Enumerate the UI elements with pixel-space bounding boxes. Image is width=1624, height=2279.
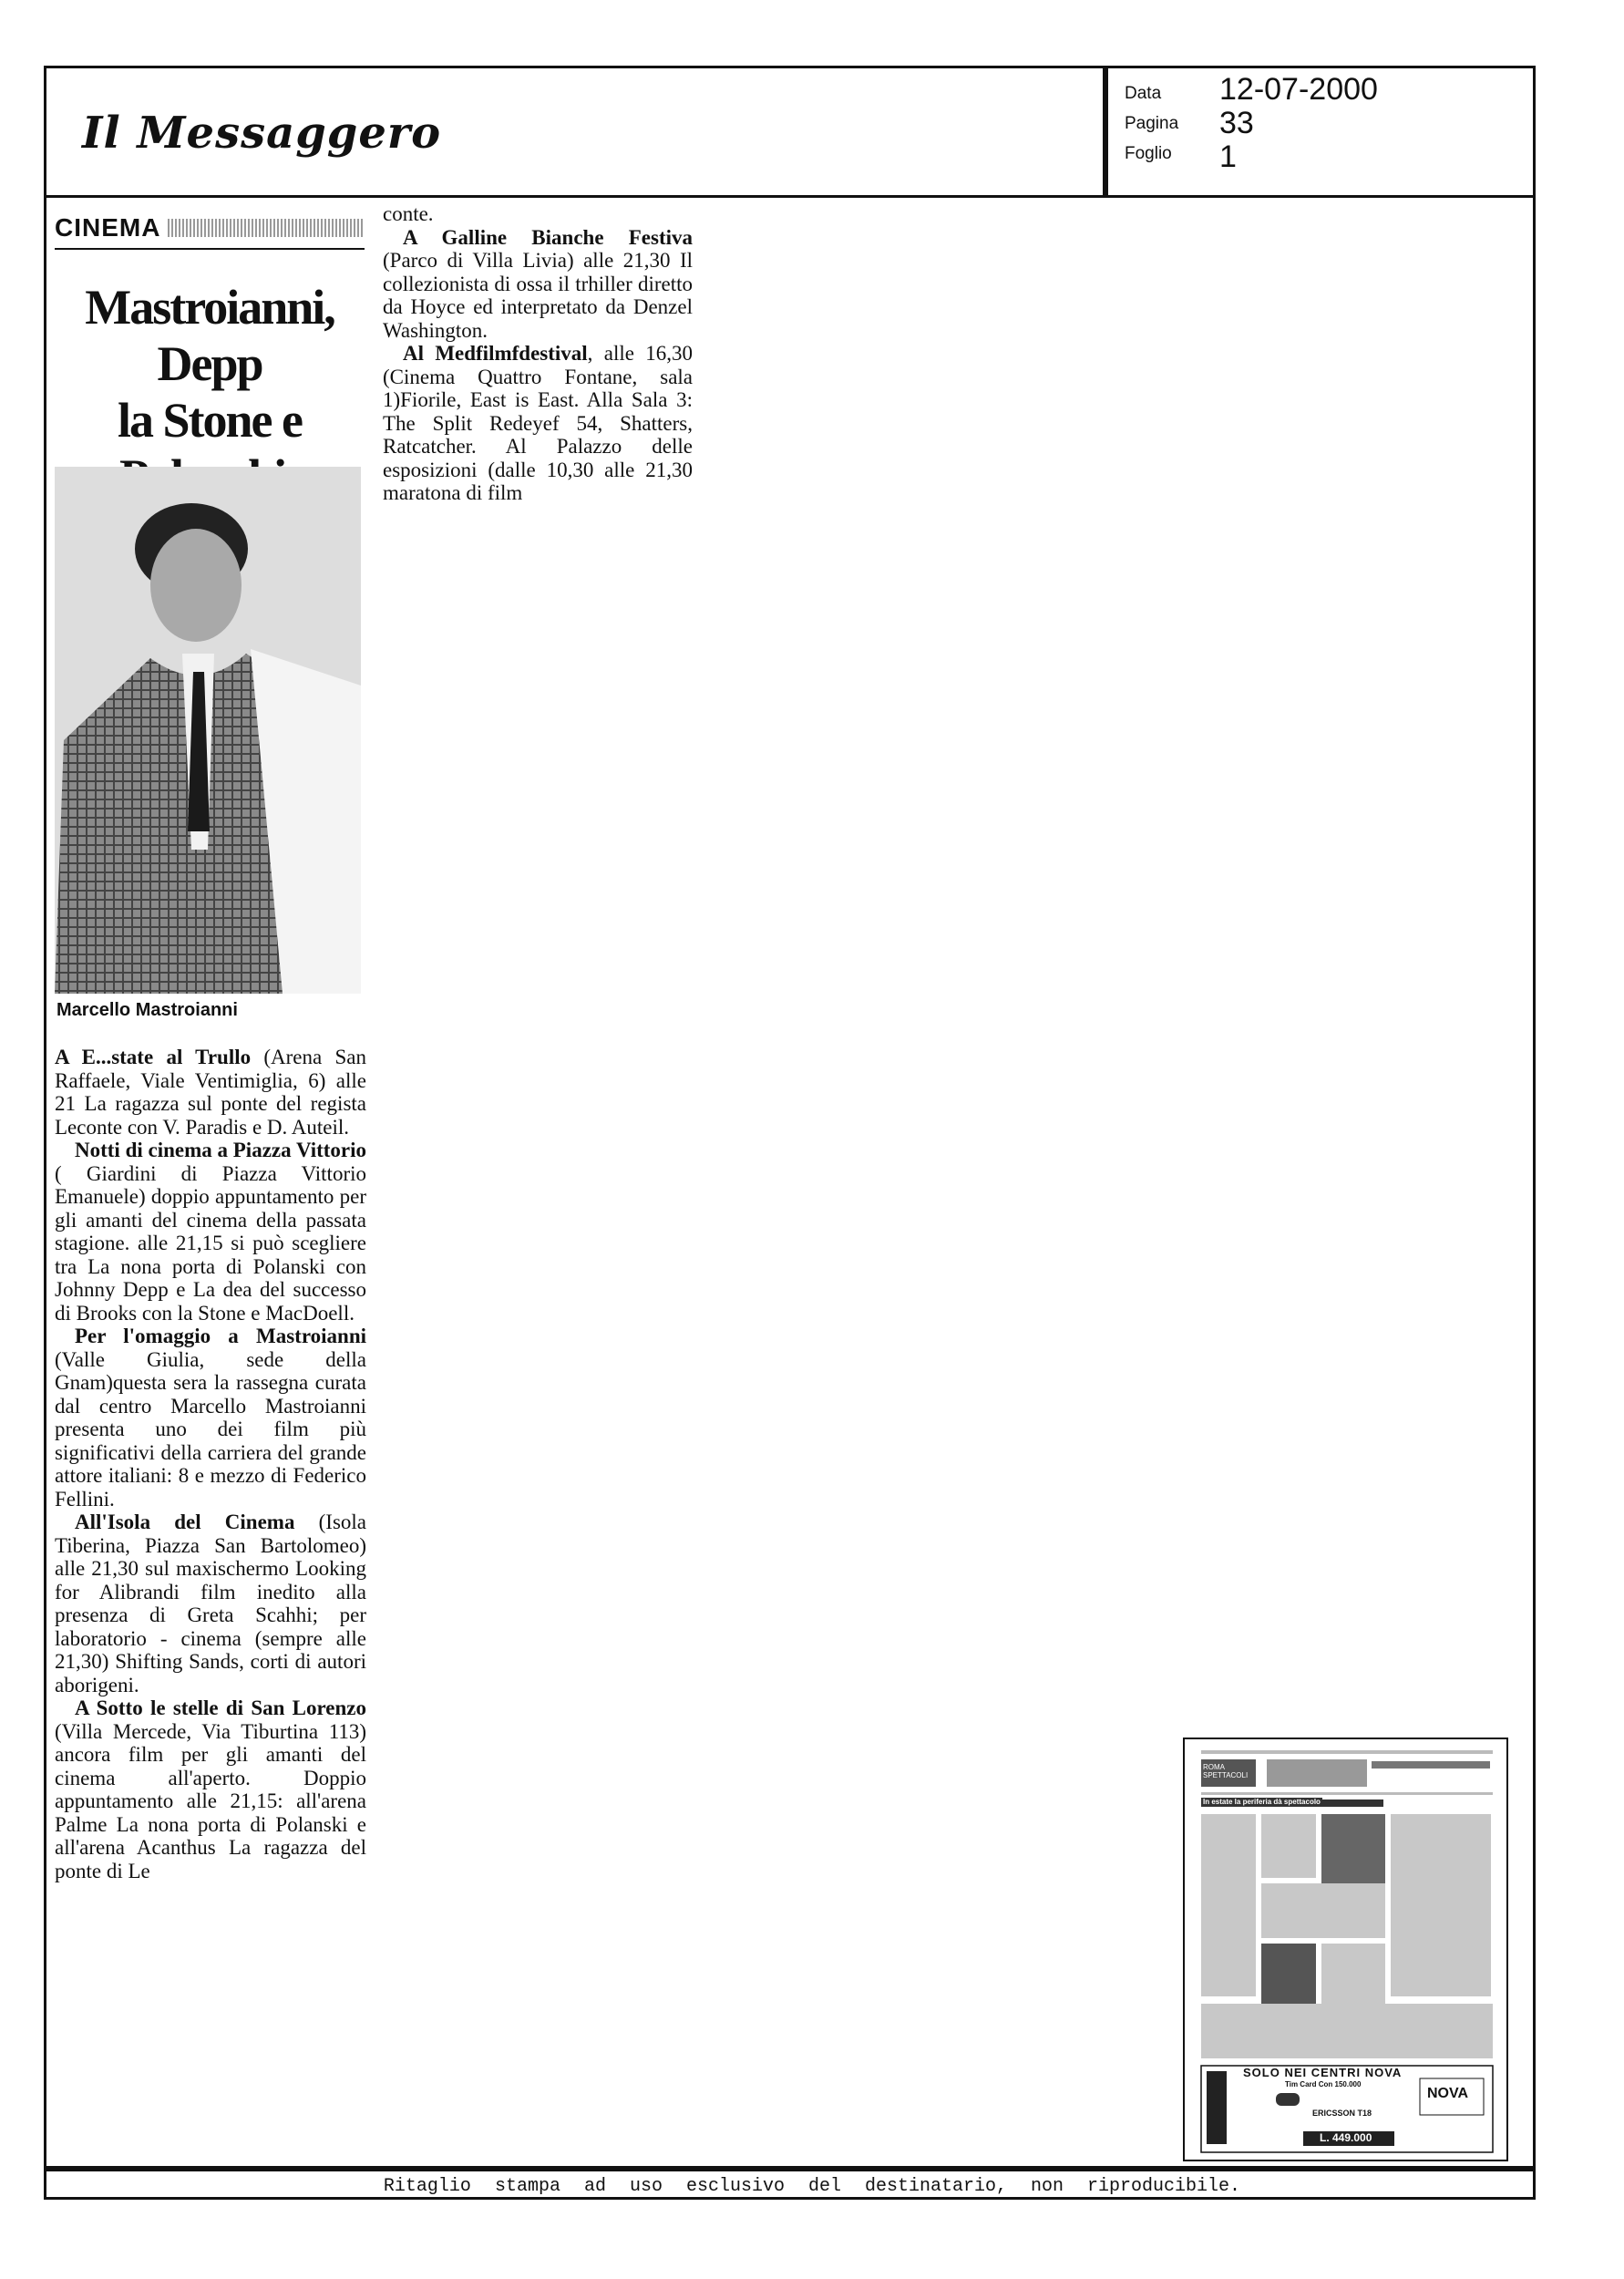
page-value: 33 [1219, 106, 1254, 140]
thumbnail-headline: In estate la periferia dà spettacolo [1203, 1798, 1321, 1806]
paragraph: conte. [383, 202, 434, 225]
copyright-disclaimer: Ritaglio stampa ad uso esclusivo del destinatario, non riproducibile. [383, 2176, 1241, 2197]
sheet-value: 1 [1219, 139, 1237, 174]
paragraph: All'Isola del Cinema (Isola Tiberina, Piazza San Bartolomeo) alle 21,30 sul maxischermo Looking for Alibrandi film inedito alla presenza di Greta Scahhi; per laboratorio - cinema (sempre alle 21,30) Shifting Sands, corti di autori aborigeni. [55, 1511, 367, 1696]
paragraph: Al Medfilmfdestival, alle 16,30 (Cinema Quattro Fontane, sala 1)Fiorile, East is East. Alla Sala 3: The Split Redeyef 54, Shatters, Ratcatcher. Al Palazzo delle esposizioni (dalle 10,30 alle 21,30 maratona di film [383, 342, 693, 504]
section-tag [55, 213, 365, 242]
headline-line: Mastroianni, Depp [85, 280, 334, 391]
portrait-photo [55, 467, 361, 994]
paragraph: A E...state al Trullo (Arena San Raffaele, Viale Ventimiglia, 6) alle 21 La ragazza sul ponte del regista Leconte con V. Paradis e D. Auteil. [55, 1046, 366, 1139]
section-rule [55, 248, 365, 250]
paragraph: A Galline Bianche Festiva (Parco di Villa Livia) alle 21,30 Il collezionista di ossa il trhiller diretto da Hoyce ed interpretato da Denzel Washington. [383, 225, 693, 342]
article-column-1 [55, 1046, 366, 1882]
headline-line: la Stone e [118, 393, 302, 448]
ad-price: L. 449.000 [1320, 2131, 1372, 2144]
photo-caption: Marcello Mastroianni [57, 1000, 238, 1020]
portrait-illustration [55, 467, 361, 994]
ad-title: SOLO NEI CENTRI NOVA [1243, 2066, 1403, 2079]
newspaper-masthead: Il Messaggero [82, 108, 442, 159]
ad-model: ERICSSON T18 [1312, 2109, 1372, 2118]
paragraph: Notti di cinema a Piazza Vittorio ( Giardini di Piazza Vittorio Emanuele) doppio appuntamento per gli amanti del cinema della passata stagione. alle 21,15 si può scegliere tra La nona porta di Polanski con Johnny Depp e La dea del successo di Brooks con la Stone e MacDoell. [55, 1139, 367, 1325]
page-thumbnail [1183, 1738, 1508, 2161]
date-value: 12-07-2000 [1219, 72, 1378, 107]
section-label: CINEMA [55, 213, 161, 242]
page-label: Pagina [1125, 114, 1179, 133]
paragraph: A Sotto le stelle di San Lorenzo (Villa Mercede, Via Tiburtina 113) ancora film per gli amanti del cinema all'aperto. Doppio appuntamento alle 21,15: all'arena Palme La nona porta di Polanski e all'arena Acanthus La ragazza del ponte di Le [55, 1696, 366, 1882]
thumbnail-section: ROMA SPETTACOLI [1203, 1763, 1249, 1779]
sheet-label: Foglio [1125, 144, 1172, 163]
metadata-labels [1125, 78, 1178, 169]
paragraph: Per l'omaggio a Mastroianni (Valle Giulia, sede della Gnam)questa sera la rassegna curata dal centro Marcello Mastroianni presenta uno dei film più significativi della carriera del grande attore italiani: 8 e mezzo di Federico Fellini. [55, 1325, 366, 1511]
section-pattern-bar [168, 219, 365, 237]
metadata-values [1219, 73, 1378, 174]
ad-offer: Tim Card Con 150.000 [1285, 2080, 1362, 2088]
ad-brand: NOVA [1427, 2086, 1469, 2101]
article-column-2 [383, 202, 693, 590]
date-label: Data [1125, 84, 1162, 103]
